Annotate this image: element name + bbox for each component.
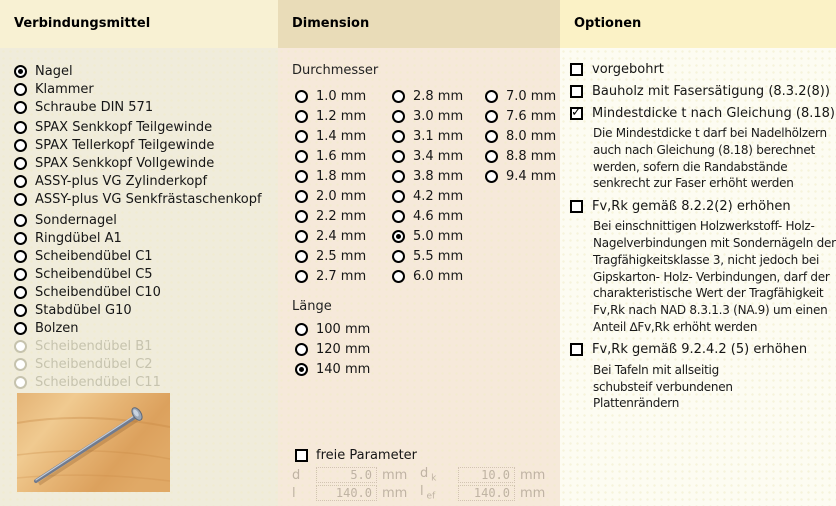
radio-icon bbox=[14, 304, 27, 317]
radio-icon bbox=[392, 210, 405, 223]
radio-label: 1.4 mm bbox=[316, 128, 367, 144]
checkbox-icon bbox=[570, 200, 583, 213]
checkbox-icon bbox=[295, 449, 308, 462]
radio-label: Nagel bbox=[35, 63, 73, 79]
option-description-line: charakteristische Wert der Tragfähigkeit bbox=[593, 286, 824, 301]
radio-icon bbox=[14, 286, 27, 299]
option-checkbox[interactable] bbox=[570, 339, 834, 361]
fastener-list bbox=[0, 62, 278, 391]
radio-icon bbox=[295, 210, 308, 223]
radio-label: 7.0 mm bbox=[506, 88, 557, 104]
options-panel bbox=[560, 0, 836, 506]
radio-label: 8.0 mm bbox=[506, 128, 557, 144]
radio-icon bbox=[295, 150, 308, 163]
radio-label: 7.6 mm bbox=[506, 108, 557, 124]
radio-option[interactable] bbox=[485, 126, 556, 146]
radio-label: 2.2 mm bbox=[316, 208, 367, 224]
radio-icon bbox=[392, 130, 405, 143]
radio-icon bbox=[14, 139, 27, 152]
radio-option[interactable] bbox=[0, 80, 278, 98]
radio-label: 6.0 mm bbox=[413, 268, 464, 284]
field-unit: mm bbox=[520, 467, 546, 483]
radio-icon bbox=[14, 101, 27, 114]
radio-label: ASSY-plus VG Senkfrästaschenkopf bbox=[35, 191, 262, 207]
radio-option[interactable] bbox=[0, 301, 278, 319]
field-unit: mm bbox=[382, 485, 408, 501]
radio-icon bbox=[485, 170, 498, 183]
length-section-label: Länge bbox=[292, 299, 332, 314]
radio-label: 4.2 mm bbox=[413, 188, 464, 204]
option-description bbox=[570, 125, 834, 192]
radio-label: 3.0 mm bbox=[413, 108, 464, 124]
radio-icon bbox=[392, 190, 405, 203]
diameter-column-3 bbox=[485, 86, 556, 186]
radio-icon bbox=[295, 190, 308, 203]
radio-icon bbox=[392, 170, 405, 183]
option-checkbox[interactable] bbox=[570, 80, 834, 102]
input-d bbox=[316, 467, 377, 483]
radio-option[interactable] bbox=[0, 319, 278, 337]
option-description-line: Fv,Rk nach NAD 8.3.1.3 (NA.9) um einen bbox=[593, 303, 828, 318]
radio-option[interactable] bbox=[392, 86, 463, 106]
option-description-line: Nagelverbindungen mit Sondernägeln der bbox=[593, 235, 836, 250]
radio-icon bbox=[392, 270, 405, 283]
radio-option[interactable] bbox=[295, 146, 366, 166]
radio-option[interactable] bbox=[0, 136, 278, 154]
radio-icon bbox=[485, 150, 498, 163]
radio-icon bbox=[14, 250, 27, 263]
radio-icon bbox=[295, 130, 308, 143]
radio-label: Scheibendübel B1 bbox=[35, 338, 153, 354]
radio-option[interactable] bbox=[295, 266, 366, 286]
input-d-k bbox=[458, 467, 515, 483]
radio-option[interactable] bbox=[485, 166, 556, 186]
option-description bbox=[570, 218, 834, 336]
radio-icon bbox=[295, 90, 308, 103]
option-description-line: schubsteif verbundenen bbox=[593, 379, 733, 394]
radio-option[interactable] bbox=[485, 86, 556, 106]
radio-icon bbox=[295, 170, 308, 183]
radio-option[interactable] bbox=[295, 206, 366, 226]
parameter-field-row bbox=[292, 484, 560, 502]
radio-icon bbox=[295, 250, 308, 263]
fasteners-panel-title: Verbindungsmittel bbox=[0, 0, 278, 48]
radio-label: 1.2 mm bbox=[316, 108, 367, 124]
radio-icon bbox=[14, 358, 27, 371]
radio-label: 100 mm bbox=[316, 321, 371, 337]
radio-icon bbox=[14, 340, 27, 353]
radio-label: Sondernagel bbox=[35, 212, 117, 228]
fasteners-panel-body bbox=[0, 48, 278, 506]
radio-option[interactable] bbox=[295, 226, 366, 246]
option-description-line: Die Mindestdicke t darf bei Nadelhölzern bbox=[593, 126, 827, 140]
radio-option[interactable] bbox=[392, 246, 463, 266]
radio-option[interactable] bbox=[0, 190, 278, 208]
free-parameters-checkbox[interactable] bbox=[295, 446, 417, 464]
radio-icon bbox=[392, 110, 405, 123]
radio-option[interactable] bbox=[295, 186, 366, 206]
option-description bbox=[570, 362, 834, 412]
radio-icon bbox=[392, 230, 405, 243]
option-description-line: Gipskarton- Holz- Verbindungen, darf der bbox=[593, 269, 830, 284]
radio-icon bbox=[14, 121, 27, 134]
radio-icon bbox=[295, 343, 308, 356]
radio-label: 120 mm bbox=[316, 341, 371, 357]
radio-option[interactable] bbox=[295, 359, 370, 379]
free-parameters-label: freie Parameter bbox=[316, 447, 418, 463]
field-unit: mm bbox=[520, 485, 546, 501]
dimension-panel-body bbox=[278, 48, 560, 506]
radio-icon bbox=[14, 83, 27, 96]
checkbox-icon bbox=[570, 63, 583, 76]
radio-icon bbox=[14, 175, 27, 188]
radio-label: 5.0 mm bbox=[413, 228, 464, 244]
radio-label: 5.5 mm bbox=[413, 248, 464, 264]
diameter-column-2 bbox=[392, 86, 463, 286]
checkbox-label: vorgebohrt bbox=[592, 61, 664, 77]
option-description-line: Bei einschnittigen Holzwerkstoff- Holz- bbox=[593, 219, 815, 234]
radio-option[interactable] bbox=[295, 106, 366, 126]
radio-label: Klammer bbox=[35, 81, 94, 97]
option-description-line: Plattenrändern bbox=[593, 396, 680, 411]
radio-option[interactable] bbox=[0, 283, 278, 301]
radio-label: ASSY-plus VG Zylinderkopf bbox=[35, 173, 208, 189]
radio-icon bbox=[485, 130, 498, 143]
radio-label: Stabdübel G10 bbox=[35, 302, 132, 318]
options-panel-title: Optionen bbox=[560, 0, 836, 48]
radio-icon bbox=[14, 157, 27, 170]
radio-label: 4.6 mm bbox=[413, 208, 464, 224]
radio-label: Schraube DIN 571 bbox=[35, 99, 154, 115]
radio-option[interactable] bbox=[392, 146, 463, 166]
input-l bbox=[316, 485, 377, 501]
radio-option[interactable] bbox=[0, 229, 278, 247]
radio-label: 3.1 mm bbox=[413, 128, 464, 144]
checkbox-icon bbox=[570, 107, 583, 120]
parameter-fields bbox=[292, 466, 560, 502]
checkbox-label: Fv,Rk gemäß 9.2.4.2 (5) erhöhen bbox=[592, 342, 808, 358]
radio-label: Bolzen bbox=[35, 320, 79, 336]
radio-option[interactable] bbox=[0, 211, 278, 229]
radio-option[interactable] bbox=[392, 166, 463, 186]
radio-option[interactable] bbox=[0, 98, 278, 116]
radio-label: 2.5 mm bbox=[316, 248, 367, 264]
field-label-l-ef: l $_{ef}$ bbox=[420, 484, 436, 502]
radio-icon bbox=[295, 323, 308, 336]
radio-icon bbox=[295, 110, 308, 123]
radio-label: 1.0 mm bbox=[316, 88, 367, 104]
radio-icon bbox=[392, 250, 405, 263]
radio-option[interactable] bbox=[392, 226, 463, 246]
input-l-ef bbox=[458, 485, 515, 501]
radio-option[interactable] bbox=[0, 247, 278, 265]
radio-icon bbox=[14, 376, 27, 389]
radio-label: 2.4 mm bbox=[316, 228, 367, 244]
radio-label: 1.6 mm bbox=[316, 148, 367, 164]
radio-option[interactable] bbox=[392, 106, 463, 126]
radio-option[interactable] bbox=[0, 265, 278, 283]
checkbox-icon bbox=[570, 343, 583, 356]
fasteners-panel bbox=[0, 0, 278, 506]
radio-option[interactable] bbox=[392, 186, 463, 206]
field-label-l: l bbox=[292, 485, 296, 501]
radio-icon bbox=[14, 268, 27, 281]
option-checkbox[interactable] bbox=[570, 58, 834, 80]
radio-icon bbox=[295, 270, 308, 283]
checkbox-icon bbox=[570, 85, 583, 98]
radio-option[interactable] bbox=[295, 246, 366, 266]
radio-icon bbox=[392, 90, 405, 103]
radio-label: SPAX Senkkopf Teilgewinde bbox=[35, 119, 213, 135]
option-checkbox[interactable] bbox=[570, 102, 834, 124]
radio-icon bbox=[485, 90, 498, 103]
radio-option[interactable] bbox=[0, 172, 278, 190]
option-description-line: Bei Tafeln mit allseitig bbox=[593, 362, 720, 377]
dimension-panel-title: Dimension bbox=[278, 0, 560, 48]
radio-option[interactable] bbox=[392, 206, 463, 226]
radio-icon bbox=[14, 232, 27, 245]
radio-label: 3.8 mm bbox=[413, 168, 464, 184]
radio-label: 2.8 mm bbox=[413, 88, 464, 104]
radio-icon bbox=[14, 193, 27, 206]
radio-label: 9.4 mm bbox=[506, 168, 557, 184]
dimension-panel bbox=[278, 0, 560, 506]
radio-option[interactable] bbox=[295, 319, 370, 339]
radio-label: SPAX Tellerkopf Teilgewinde bbox=[35, 137, 215, 153]
radio-option[interactable] bbox=[295, 339, 370, 359]
radio-icon bbox=[392, 150, 405, 163]
options-list bbox=[570, 58, 834, 415]
field-label-d-k: d $_k$ bbox=[420, 466, 437, 484]
option-description-line: Anteil ∆Fv,Rk erhöht werden bbox=[593, 319, 758, 334]
radio-label: Scheibendübel C1 bbox=[35, 248, 153, 264]
radio-label: 3.4 mm bbox=[413, 148, 464, 164]
radio-option[interactable] bbox=[295, 126, 366, 146]
radio-label: Scheibendübel C11 bbox=[35, 374, 161, 390]
radio-icon bbox=[14, 65, 27, 78]
field-unit: mm bbox=[382, 467, 408, 483]
radio-label: Scheibendübel C2 bbox=[35, 356, 153, 372]
option-description-line: auch nach Gleichung (8.18) berechnet bbox=[593, 142, 815, 157]
radio-label: 1.8 mm bbox=[316, 168, 367, 184]
radio-label: 2.0 mm bbox=[316, 188, 367, 204]
checkbox-label: Bauholz mit Fasersätigung (8.3.2(8)) bbox=[592, 83, 830, 99]
diameter-section-label: Durchmesser bbox=[292, 63, 379, 78]
radio-label: Scheibendübel C5 bbox=[35, 266, 153, 282]
radio-label: 140 mm bbox=[316, 361, 371, 377]
radio-icon bbox=[14, 214, 27, 227]
nail-photo bbox=[17, 393, 170, 492]
radio-label: Scheibendübel C10 bbox=[35, 284, 161, 300]
radio-option[interactable] bbox=[295, 86, 366, 106]
option-description-line: werden, sofern die Randabstände bbox=[593, 159, 788, 174]
radio-option bbox=[0, 355, 278, 373]
diameter-column-1 bbox=[295, 86, 366, 286]
option-checkbox[interactable] bbox=[570, 195, 834, 217]
radio-icon bbox=[485, 110, 498, 123]
radio-option bbox=[0, 373, 278, 391]
length-list bbox=[295, 319, 370, 379]
radio-icon bbox=[295, 363, 308, 376]
checkbox-label: Fv,Rk gemäß 8.2.2(2) erhöhen bbox=[592, 198, 791, 214]
nail-on-wood-image bbox=[17, 393, 170, 492]
radio-label: Ringdübel A1 bbox=[35, 230, 122, 246]
field-label-d: d bbox=[292, 467, 301, 483]
radio-label: SPAX Senkkopf Vollgewinde bbox=[35, 155, 215, 171]
radio-option[interactable] bbox=[0, 62, 278, 80]
radio-label: 8.8 mm bbox=[506, 148, 557, 164]
radio-label: 2.7 mm bbox=[316, 268, 367, 284]
radio-option[interactable] bbox=[0, 118, 278, 136]
radio-option[interactable] bbox=[392, 266, 463, 286]
radio-icon bbox=[295, 230, 308, 243]
options-panel-body bbox=[560, 48, 836, 506]
radio-option[interactable] bbox=[295, 166, 366, 186]
radio-option[interactable] bbox=[392, 126, 463, 146]
radio-icon bbox=[14, 322, 27, 335]
checkbox-label: Mindestdicke t nach Gleichung (8.18) bbox=[592, 105, 835, 121]
radio-option[interactable] bbox=[485, 146, 556, 166]
option-description-line: senkrecht zur Faser erhöht werden bbox=[593, 176, 794, 191]
option-description-line: Tragfähigkeitsklasse 3, nicht jedoch bei bbox=[593, 252, 820, 267]
radio-option[interactable] bbox=[0, 154, 278, 172]
parameter-field-row bbox=[292, 466, 560, 484]
radio-option bbox=[0, 337, 278, 355]
radio-option[interactable] bbox=[485, 106, 556, 126]
